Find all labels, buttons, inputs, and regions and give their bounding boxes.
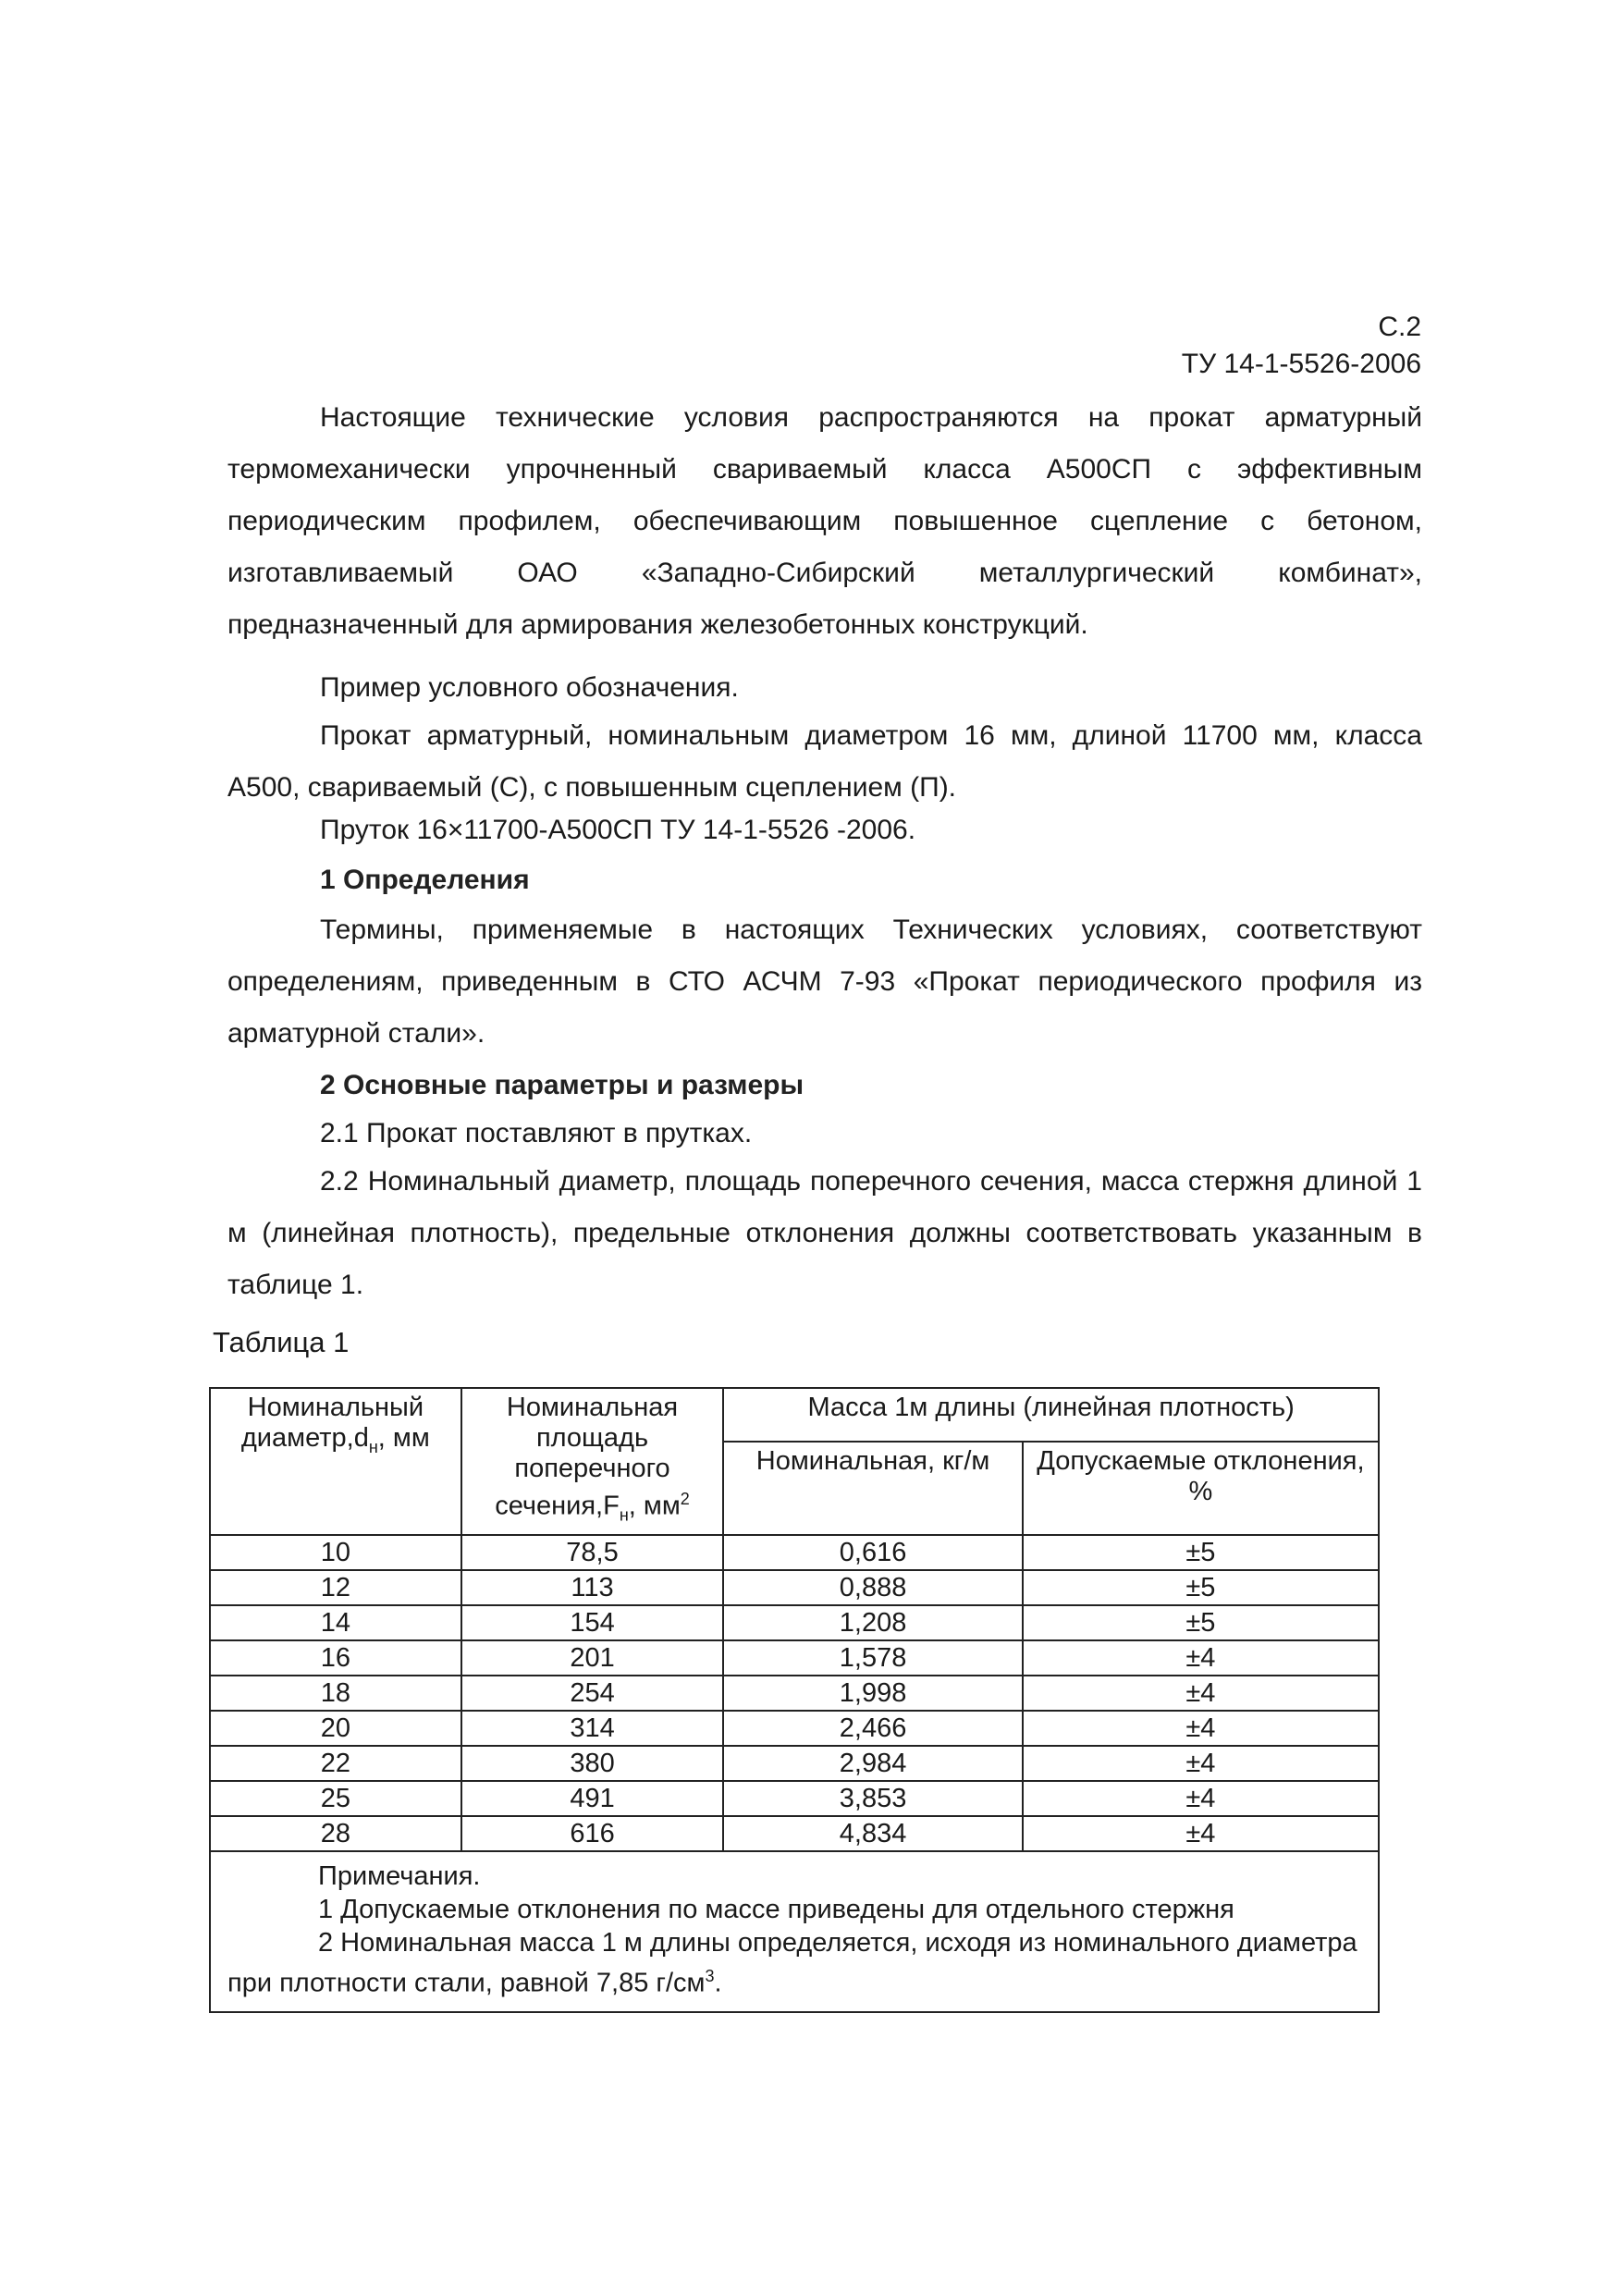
table-notes (209, 1852, 1380, 2013)
cell-mass-tolerance: ±4 (1023, 1816, 1379, 1851)
section-1-heading: 1 Определения (320, 865, 530, 895)
cell-diameter: 28 (210, 1816, 461, 1851)
cell-area: 491 (461, 1781, 724, 1816)
table-row (210, 1640, 1379, 1676)
header-diameter: Номинальный $диаметр,d_н$, мм (210, 1388, 461, 1535)
table-row (210, 1605, 1379, 1640)
cell-mass-tolerance: ±5 (1023, 1535, 1379, 1570)
cell-diameter: 25 (210, 1781, 461, 1816)
cell-area: 254 (461, 1676, 724, 1711)
cell-mass-nominal: 3,853 (723, 1781, 1022, 1816)
cell-mass-nominal: 0,616 (723, 1535, 1022, 1570)
table-row (210, 1570, 1379, 1605)
cell-diameter: 20 (210, 1711, 461, 1746)
cell-mass-nominal: 0,888 (723, 1570, 1022, 1605)
header-mass-tolerance: Допускаемые отклонения, % (1023, 1442, 1379, 1536)
cell-area: 380 (461, 1746, 724, 1781)
section-2-heading: 2 Основные параметры и размеры (320, 1070, 804, 1100)
table-row (210, 1746, 1379, 1781)
cell-diameter: 18 (210, 1676, 461, 1711)
note-1: 1 Допускаемые отклонения по массе приведены для отдельного стержня (318, 1895, 1234, 1925)
table-1 (209, 1387, 1380, 2013)
example-designation: Пруток 16×11700-А500СП ТУ 14-1-5526 -2006. (320, 815, 916, 845)
note-2: 2 Номинальная масса 1 м длины определяется, исходя из номинального диаметра при плотности стали, равной 7,85 $г/см^3$. (227, 1928, 1357, 1999)
cell-mass-tolerance: ±4 (1023, 1781, 1379, 1816)
table-row (210, 1781, 1379, 1816)
cell-mass-nominal: 1,578 (723, 1640, 1022, 1676)
cell-mass-tolerance: ±4 (1023, 1676, 1379, 1711)
cell-area: 201 (461, 1640, 724, 1676)
cell-mass-nominal: 4,834 (723, 1816, 1022, 1851)
cell-mass-tolerance: ±4 (1023, 1640, 1379, 1676)
notes-title: Примечания. (318, 1861, 481, 1892)
page-number: С.2 (1378, 312, 1421, 342)
section-2-1-text: 2.1 Прокат поставляют в прутках. (320, 1118, 753, 1148)
cell-diameter: 10 (210, 1535, 461, 1570)
section-2-2-text: 2.2 Номинальный диаметр, площадь поперечного сечения, масса стержня длиной 1 м (линейная плотность), предельные отклонения должны соответствовать указанным в таблице 1. (227, 1166, 1422, 1300)
example-text: Прокат арматурный, номинальным диаметром 16 мм, длиной 11700 мм, класса А500, свариваемый (С), с повышенным сцеплением (П). (227, 720, 1422, 803)
specs-table (209, 1387, 1380, 1852)
table-row (210, 1676, 1379, 1711)
document-code: ТУ 14-1-5526-2006 (1181, 349, 1421, 379)
cell-mass-nominal: 1,998 (723, 1676, 1022, 1711)
cell-area: 78,5 (461, 1535, 724, 1570)
header-mass-group: Масса 1м длины (линейная плотность) (723, 1388, 1379, 1442)
cell-diameter: 22 (210, 1746, 461, 1781)
cell-mass-nominal: 1,208 (723, 1605, 1022, 1640)
table-row (210, 1816, 1379, 1851)
table-row (210, 1711, 1379, 1746)
section-1-text: Термины, применяемые в настоящих Технических условиях, соответствуют определениям, приведенным в СТО АСЧМ 7-93 «Прокат периодического профиля из арматурной стали». (227, 915, 1422, 1049)
example-label: Пример условного обозначения. (320, 672, 739, 703)
cell-area: 616 (461, 1816, 724, 1851)
cell-area: 113 (461, 1570, 724, 1605)
cell-mass-nominal: 2,466 (723, 1711, 1022, 1746)
cell-diameter: 16 (210, 1640, 461, 1676)
table-caption: Таблица 1 (213, 1326, 350, 1358)
cell-diameter: 12 (210, 1570, 461, 1605)
header-mass-nominal: Номинальная, кг/м (723, 1442, 1022, 1536)
intro-paragraph: Настоящие технические условия распространяются на прокат арматурный термомеханически упрочненный свариваемый класса А500СП с эффективным периодическим профилем, обеспечивающим повышенное сцепление с бетоном, изготавливаемый ОАО «Западно-Сибирский металлургический комбинат», предназначенный для армирования железобетонных конструкций. (227, 402, 1422, 640)
cell-mass-nominal: 2,984 (723, 1746, 1022, 1781)
cell-area: 314 (461, 1711, 724, 1746)
cell-mass-tolerance: ±5 (1023, 1570, 1379, 1605)
cell-mass-tolerance: ±4 (1023, 1746, 1379, 1781)
table-row (210, 1535, 1379, 1570)
cell-area: 154 (461, 1605, 724, 1640)
cell-diameter: 14 (210, 1605, 461, 1640)
header-area: Номинальная площадь поперечного $сечения,F_н$, $мм^2$ (461, 1388, 724, 1535)
cell-mass-tolerance: ±5 (1023, 1605, 1379, 1640)
cell-mass-tolerance: ±4 (1023, 1711, 1379, 1746)
